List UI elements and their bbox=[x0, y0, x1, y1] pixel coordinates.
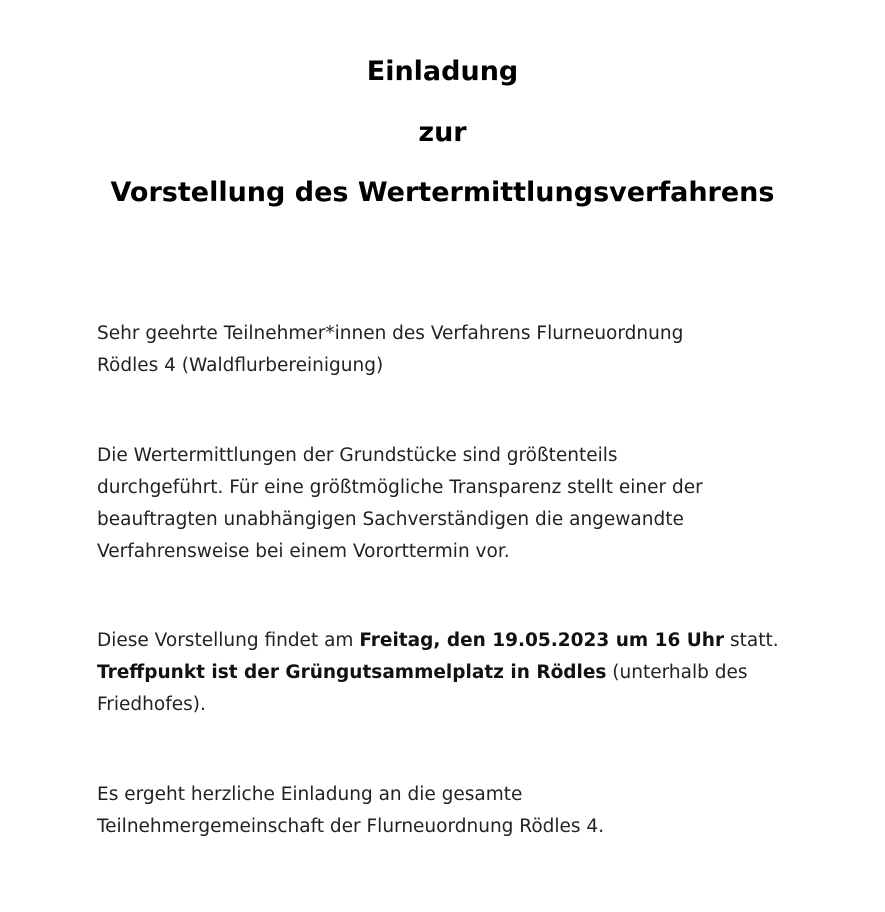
closing-line-2: Teilnehmergemeinschaft der Flurneuordnung Rödles 4. bbox=[97, 816, 605, 837]
event-meeting-point: Treffpunkt ist der Grüngutsammelplatz in Rödles bbox=[97, 662, 607, 683]
event-line-1 bbox=[97, 625, 817, 657]
closing-line-1: Es ergeht herzliche Einladung an die gesamte bbox=[97, 784, 523, 805]
greeting-paragraph bbox=[97, 318, 817, 382]
intro-paragraph bbox=[97, 440, 817, 568]
event-date-time: Freitag, den 19.05.2023 um 16 Uhr bbox=[359, 630, 725, 651]
greeting-line-2: Rödles 4 (Waldflurbereinigung) bbox=[97, 355, 384, 376]
event-paragraph bbox=[97, 625, 817, 721]
title-line-zur: zur bbox=[418, 117, 467, 148]
event-location-note: (unterhalb des bbox=[606, 662, 748, 683]
event-line-2 bbox=[97, 657, 817, 689]
intro-line-2: durchgeführt. Für eine größtmögliche Transparenz stellt einer der bbox=[97, 477, 703, 498]
title-line-subject: Vorstellung des Wertermittlungsverfahrens bbox=[110, 177, 775, 208]
title-line-einladung: Einladung bbox=[366, 56, 519, 87]
greeting-line-1: Sehr geehrte Teilnehmer*innen des Verfahrens Flurneuordnung bbox=[97, 323, 684, 344]
closing-paragraph bbox=[97, 779, 817, 843]
event-intro-text: Diese Vorstellung findet am bbox=[97, 630, 360, 651]
intro-line-4: Verfahrensweise bei einem Vororttermin vor. bbox=[97, 541, 510, 562]
intro-line-1: Die Wertermittlungen der Grundstücke sind größtenteils bbox=[97, 445, 618, 466]
event-line-3: Friedhofes). bbox=[97, 694, 206, 715]
intro-line-3: beauftragten unabhängigen Sachverständigen die angewandte bbox=[97, 509, 684, 530]
event-statt-text: statt. bbox=[724, 630, 779, 651]
